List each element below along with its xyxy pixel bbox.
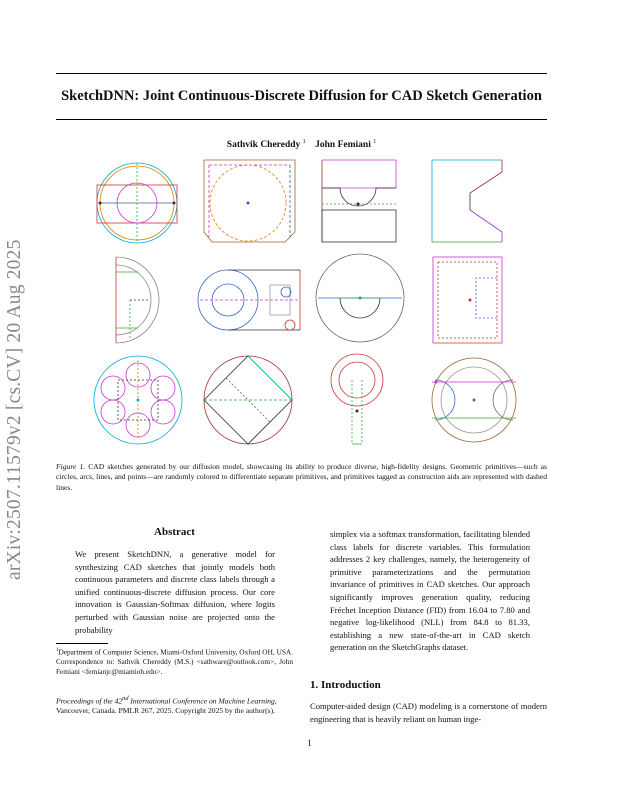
sketch-6 — [198, 270, 300, 330]
affiliation-footnote — [56, 646, 293, 677]
title-bottom-rule — [56, 119, 547, 120]
footnote-marker: 1 — [56, 648, 59, 653]
proceedings-ordinal-suffix: nd — [122, 695, 129, 702]
introduction-text: Computer-aided design (CAD) modeling is a cornerstone of modern engineering that is heavily reliant on human inge- — [310, 701, 547, 724]
figure-caption — [56, 462, 547, 493]
sketch-10 — [204, 356, 292, 444]
proceedings-ordinal: 42 — [114, 696, 123, 706]
author-name: Sathvik Chereddy — [226, 140, 301, 151]
footnote-text: Department of Computer Science, Miami-Oxford University, Oxford OH, USA. Correspondence to: Sathvik Chereddy (M.S.) <sathware@outlook.com>, John Femiani <femianjc@miamioh.edu>. — [56, 647, 293, 677]
sketch-1 — [97, 163, 177, 243]
sketch-3 — [322, 160, 396, 242]
sketch-11 — [331, 354, 383, 444]
figure-caption-text: CAD sketches generated by our diffusion model, showcasing its ability to produce diverse, high-fidelity designs. Geometric primitives—such as circles, arcs, lines, and points—are randomly colored to differentiate separate primitives, and primitives tagged as construction aids are represented with dashed lines. — [56, 462, 548, 492]
sketch-2 — [204, 160, 295, 242]
figure-cad-sketches — [85, 150, 530, 460]
abstract-text-left: We present SketchDNN, a generative model for synthesizing CAD sketches that jointly models both continuous parameters and discrete class labels through a unified continuous-discrete diffusion process. Our core innovation is Gaussian-Softmax diffusion, where logits perturbed with Gaussian noise are projected onto the probability — [75, 549, 275, 635]
page-number: 1 — [307, 738, 312, 748]
footnote-rule — [56, 643, 108, 644]
top-rule — [56, 73, 547, 74]
abstract-heading: Abstract — [154, 526, 195, 538]
proceedings-note — [56, 694, 293, 716]
abstract-text-right: simplex via a softmax transformation, facilitating blended class labels for discrete variables. This formulation addresses 2 key challenges, namely, the heterogeneity of primitive parameterizations and the permutation invariance of primitives in CAD sketches. Our approach significantly improves generation quality, reducing Fréchet Inception Distance (FID) from 16.04 to 7.80 and negative log-likelihood (NLL) from 84.8 to 81.33, establishing a new state-of-the-art in CAD sketch generation on the SketchGraphs dataset. — [330, 529, 530, 653]
figure-caption-label: Figure 1. — [56, 462, 86, 471]
author-list — [56, 139, 547, 150]
arxiv-stamp: arXiv:2507.11579v2 [cs.CV] 20 Aug 2025 — [4, 239, 25, 580]
sketch-5 — [116, 257, 159, 343]
author-affiliation-marker: 1 — [373, 139, 377, 145]
author-affiliation-marker: 1 — [302, 139, 306, 145]
proceedings-conference: International Conference on Machine Learning — [128, 696, 275, 706]
sketch-9 — [94, 356, 182, 444]
author-name: John Femiani — [315, 140, 371, 151]
proceedings-details: , Vancouver, Canada. PMLR 267, 2025. Copyright 2025 by the author(s). — [56, 696, 277, 716]
introduction-heading: 1. Introduction — [310, 679, 381, 691]
sketch-8 — [433, 257, 502, 343]
proceedings-prefix: Proceedings of the — [56, 696, 115, 706]
sketch-12 — [432, 358, 516, 442]
paper-title: SketchDNN: Joint Continuous-Discrete Diffusion for CAD Sketch Generation — [61, 88, 542, 104]
sketch-4 — [432, 160, 502, 242]
sketch-7 — [316, 254, 404, 342]
